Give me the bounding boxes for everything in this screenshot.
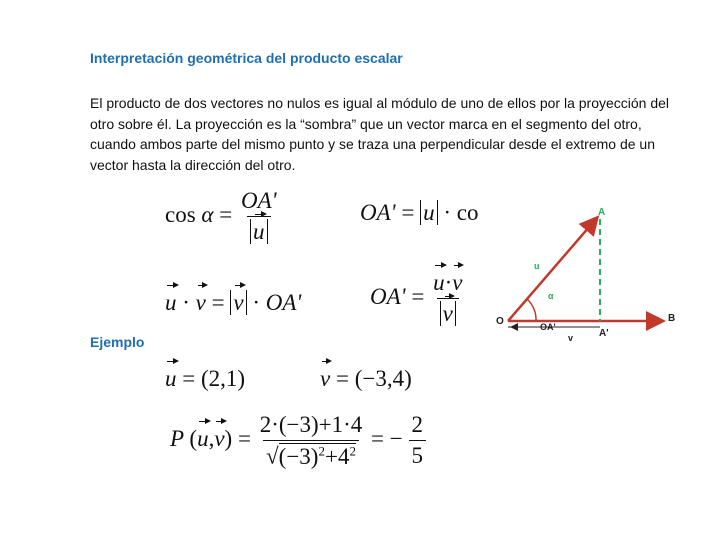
projection-diagram xyxy=(496,200,696,350)
fraction-numerator: OA' xyxy=(240,188,277,213)
v-components: (−3,4) xyxy=(354,366,412,391)
vector-u: u xyxy=(197,426,209,452)
u-components: (2,1) xyxy=(200,366,246,391)
sqrt-radicand xyxy=(279,443,356,469)
alpha-symbol: α xyxy=(201,201,214,227)
fraction xyxy=(238,188,280,245)
label-v: v xyxy=(568,333,574,343)
fraction xyxy=(257,412,366,470)
result-denominator: 5 xyxy=(409,440,427,469)
vector-v: v xyxy=(233,290,244,315)
formula-u-definition xyxy=(165,366,245,392)
alpha-arc xyxy=(527,299,536,321)
vector-u: u xyxy=(423,200,435,225)
projection-p: P xyxy=(170,426,184,452)
open-paren: ( xyxy=(189,426,198,452)
abs-value xyxy=(230,290,246,315)
label-oa-prime: OA' xyxy=(540,322,556,332)
vector-v: v xyxy=(214,426,225,452)
result-fraction xyxy=(409,412,427,469)
dot-operator: · xyxy=(443,200,451,225)
fraction-numerator xyxy=(430,270,465,298)
abs-value xyxy=(250,219,268,244)
close-paren: ) xyxy=(224,426,233,452)
label-b: B xyxy=(668,313,676,324)
fraction-denominator xyxy=(247,216,271,245)
cos-cut: co xyxy=(456,200,479,225)
equals-sign: = xyxy=(401,200,415,225)
equals-sign: = xyxy=(335,366,349,391)
equals-sign: = xyxy=(411,283,425,309)
label-u: u xyxy=(534,261,540,271)
vector-v: v xyxy=(195,290,206,315)
exponent-1: 2 xyxy=(318,443,325,458)
vector-v: v xyxy=(442,301,453,326)
formula-dot-product xyxy=(165,290,301,316)
radicand-term-1: (−3) xyxy=(278,443,319,469)
result-numerator: 2 xyxy=(411,412,423,438)
formula-projection-example xyxy=(170,412,426,470)
dot-operator: · xyxy=(444,270,453,295)
fraction-denominator xyxy=(263,440,359,470)
abs-value xyxy=(440,301,456,326)
formula-cos xyxy=(165,188,280,245)
fraction-numerator: 2·(−3)+1·4 xyxy=(259,412,363,437)
dot-operator: · xyxy=(252,290,261,315)
vector-u: u xyxy=(165,290,177,315)
sqrt-symbol: √ xyxy=(266,443,279,469)
result-sign: − xyxy=(389,426,403,452)
exponent-2: 2 xyxy=(349,443,356,458)
fraction xyxy=(430,270,465,327)
abs-value xyxy=(420,200,438,225)
equals-sign: = xyxy=(237,426,251,452)
vector-v: v xyxy=(452,270,463,295)
vector-u-arrow xyxy=(508,219,596,321)
label-a-prime: A' xyxy=(599,328,609,339)
label-o: O xyxy=(496,316,504,327)
fraction-denominator xyxy=(437,298,459,327)
example-label: Ejemplo xyxy=(90,334,145,350)
oa-prime-label: OA' xyxy=(360,200,396,225)
equals-sign: = xyxy=(211,290,225,315)
body-paragraph: El producto de dos vectores no nulos es igual al módulo de uno de ellos por la proyección del otro sobre él. La proyección es la “sombra” que un vector marca en el segmento del otro, cuando ambos parte del mismo punto y se traza una perpendicular desde el extremo de un vector hasta la dirección del otro. xyxy=(90,95,670,173)
label-a: A xyxy=(598,207,606,218)
equals-sign: = xyxy=(219,201,233,227)
cos-function: cos xyxy=(165,201,196,227)
formula-projection xyxy=(370,270,465,327)
equals-sign: = xyxy=(182,366,196,391)
section-title: Interpretación geométrica del producto escalar xyxy=(90,50,403,66)
vector-u: u xyxy=(253,219,265,244)
comma: , xyxy=(208,426,215,452)
formula-v-definition xyxy=(320,366,412,392)
label-alpha: α xyxy=(548,291,554,301)
radicand-term-2: +4 xyxy=(324,443,350,469)
vector-u: u xyxy=(433,270,445,295)
vector-v: v xyxy=(320,366,331,391)
dot-operator: · xyxy=(182,290,190,315)
oa-prime-label: OA' xyxy=(265,290,302,315)
oa-prime-label: OA' xyxy=(370,283,406,309)
vector-u: u xyxy=(165,366,177,391)
equals-sign: = xyxy=(371,426,385,452)
formula-oa-cut xyxy=(360,200,492,226)
